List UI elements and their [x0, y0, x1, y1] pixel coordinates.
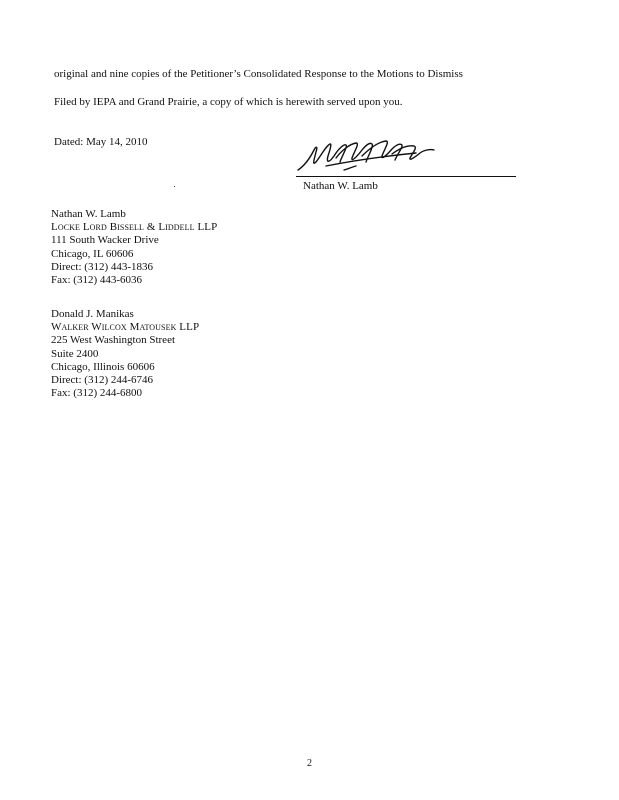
counsel-block-1	[51, 208, 217, 287]
date-line: Dated: May 14, 2010	[54, 136, 148, 148]
page-number: 2	[307, 758, 312, 769]
counsel-name: Donald J. Manikas	[51, 308, 134, 320]
counsel-fax: Fax: (312) 443-6036	[51, 274, 143, 287]
handwritten-signature	[296, 136, 522, 180]
counsel-address-line: Suite 2400	[51, 347, 99, 360]
counsel-fax: Fax: (312) 244-6800	[51, 387, 143, 400]
signatory-name: Nathan W. Lamb	[303, 180, 378, 192]
counsel-name: Nathan W. Lamb	[51, 208, 126, 220]
counsel-block-2	[51, 308, 199, 400]
counsel-firm: Walker Wilcox Matousek LLP	[51, 321, 200, 334]
body-text-line-2: Filed by IEPA and Grand Prairie, a copy of which is herewith served upon you.	[54, 96, 403, 108]
counsel-address-line: 111 South Wacker Drive	[51, 234, 159, 247]
counsel-firm: Locke Lord Bissell & Liddell LLP	[51, 221, 218, 234]
counsel-address-line: Chicago, IL 60606	[51, 247, 134, 260]
counsel-phone: Direct: (312) 443-1836	[51, 260, 154, 273]
counsel-address-line: Chicago, Illinois 60606	[51, 360, 155, 373]
body-text-line-1: original and nine copies of the Petitioner’s Consolidated Response to the Motions to Dismiss	[54, 68, 463, 80]
counsel-phone: Direct: (312) 244-6746	[51, 374, 154, 387]
counsel-address-line: 225 West Washington Street	[51, 334, 176, 347]
scan-speck	[174, 186, 175, 187]
signature-line	[296, 176, 516, 177]
